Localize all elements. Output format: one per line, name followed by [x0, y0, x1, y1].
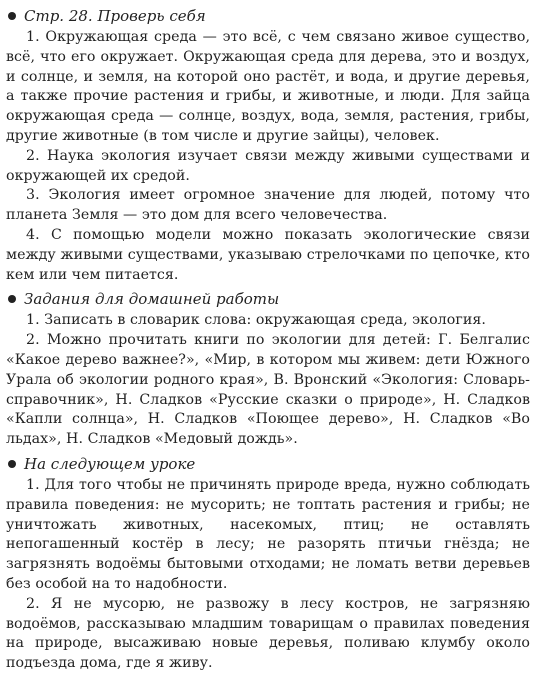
- paragraph: 1. Для того чтобы не причинять природе вреда, нужно соблюдать правила поведения: не мусорить; не топтать растения и грибы; не уничтожать животных, насекомых, птиц; не оставлять непогашенный костёр в лесу; не разорять птичьи гнёзда; не загрязнять водоёмы бытовыми отходами; не ломать ветви деревьев без особой на то надобности.: [6, 476, 530, 592]
- section-title: Задания для домашней работы: [24, 290, 280, 309]
- paragraph: 1. Записать в словарик слова: окружающая среда, экология.: [26, 312, 486, 329]
- bullet-icon: [8, 12, 16, 20]
- section-title: На следующем уроке: [24, 454, 196, 473]
- bullet-icon: [8, 295, 16, 303]
- section-heading-check-yourself: [6, 6, 530, 26]
- paragraph: 1. Окружающая среда — это всё, с чем связано живое существо, всё, что его окружает. Окружающая среда для дерева, это и воздух, и солнце, и земля, на которой оно растёт, и вода, и другие деревья, а также прочие растения и грибы, и животные, и люди. Для зайца окружающая среда — солнце, воздух, вода, земля, растения, грибы, другие животные (в том числе и другие зайцы), человек.: [6, 29, 530, 144]
- paragraph: 2. Я не мусорю, не развожу в лесу костров, не загрязняю водоёмов, рассказываю младшим товарищам о правилах поведения на природе, высаживаю новые деревья, поливаю клумбу около подъезда дома, где я живу.: [6, 595, 530, 672]
- paragraph: 3. Экология имеет огромное значение для людей, потому что планета Земля — это дом для всего человечества.: [6, 187, 530, 224]
- section-heading-next-lesson: [6, 454, 530, 474]
- paragraph: 2. Можно прочитать книги по экологии для детей: Г. Белгалис «Какое дерево важнее?», «Мир, в котором мы живем: дети Южного Урала об экологии родного края», В. Вронский «Экология: Словарь-справочник», Н. Сладков «Русские сказки о природе», Н. Сладков «Капли солнца», Н. Сладков «Поющее дерево», Н. Сладков «Во льдах», Н. Сладков «Медовый дождь».: [6, 332, 530, 448]
- section-heading-homework: [6, 289, 530, 309]
- paragraph: 4. С помощью модели можно показать экологические связи между живыми существами, указываю стрелочками по цепочке, кто кем или чем питается.: [6, 226, 530, 283]
- section-title: Стр. 28. Проверь себя: [24, 7, 206, 25]
- paragraph: 2. Наука экология изучает связи между живыми существами и окружающей их средой.: [6, 147, 530, 184]
- bullet-icon: [8, 460, 16, 468]
